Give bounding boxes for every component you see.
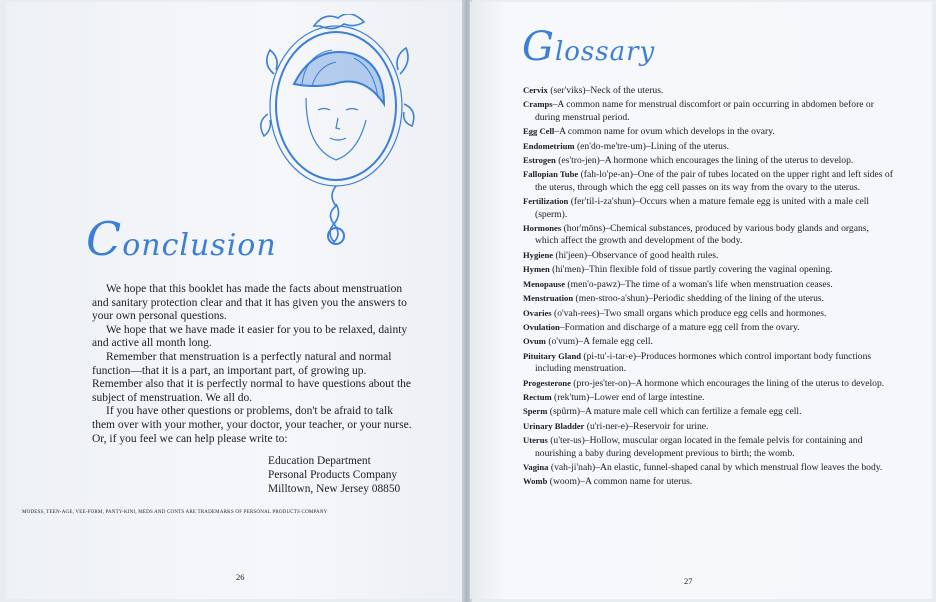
entry-definition: –Periodic shedding of the lining of the uterus. [648, 293, 824, 305]
entry-term: Vagina [523, 461, 549, 472]
entry-definition: –Chemical substances, produced by various body glands and organs, which affect the growth and development of the body. [535, 223, 869, 247]
paragraph: We hope that we have made it easier for you to be relaxed, dainty and active all month long. [92, 323, 408, 350]
entry-definition: –Thin flexible fold of tissue partly covering the vaginal opening. [584, 264, 833, 276]
conclusion-column [22, 283, 452, 515]
glossary-entry [523, 335, 893, 348]
entry-definition: –Lining of the uterus. [645, 140, 730, 152]
entry-pronunciation: (ser'viks) [547, 85, 586, 96]
glossary-entry [523, 461, 893, 474]
entry-pronunciation: (es'tro-jen) [555, 155, 600, 167]
entry-term: Urinary Bladder [523, 420, 585, 431]
entry-definition: –Hollow, muscular organ located in the female pelvis for containing and nourishing a baby during development previous to birth; the womb. [535, 435, 863, 459]
entry-term: Progesterone [523, 377, 571, 388]
trademark-note: MODESS, TEEN-AGE, VEE-FORM, PANTY-KINI, MEDS AND CONTS ARE TRADEMARKS OF PERSONAL PRODUCTS COMPANY [22, 510, 328, 516]
glossary-entry [523, 434, 893, 460]
glossary-entry [523, 140, 893, 153]
entry-pronunciation: (vah-ji'nah) [548, 461, 596, 473]
entry-term: Egg Cell [523, 126, 555, 137]
entry-term: Endometrium [523, 140, 575, 151]
glossary-entry [523, 84, 893, 97]
entry-pronunciation: (fer'til-i-za'shun) [568, 196, 635, 208]
entry-term: Estrogen [523, 155, 556, 166]
glossary-entry [523, 377, 893, 390]
entry-definition: –Lower end of large intestine. [589, 391, 705, 403]
glossary-entry [523, 195, 893, 221]
entry-term: Pituitary Gland [523, 350, 582, 361]
entry-term: Uterus [523, 435, 548, 446]
entry-definition: –Produces hormones which control important body functions including menstruation. [535, 350, 872, 375]
glossary-entry [523, 278, 893, 291]
entry-term: Sperm [523, 406, 548, 417]
entry-term: Hormones [523, 223, 562, 234]
heading-initial: C [86, 212, 123, 266]
entry-pronunciation: (hor'mōns) [561, 223, 606, 235]
mailing-address [268, 454, 452, 496]
heading-rest: onclusion [122, 228, 277, 263]
entry-pronunciation: (men'o-pawz) [565, 278, 621, 290]
entry-definition: –A hormone which encourages the lining of the uterus to develop. [599, 155, 854, 167]
glossary-entry [523, 321, 893, 334]
glossary-entry [523, 249, 893, 262]
entry-pronunciation: (o'vum) [545, 336, 579, 348]
entry-definition: –A common name for uterus. [580, 476, 693, 488]
entry-term: Menopause [523, 278, 566, 289]
glossary-entry [523, 292, 893, 305]
glossary-entry [523, 405, 893, 418]
paragraph: If you have other questions or problems, don't be afraid to talk them over with your mother, your doctor, your teacher, or your nurse. Or, if you feel we can help please write to: [92, 405, 412, 445]
entry-term: Fertilization [523, 196, 569, 207]
conclusion-body [92, 283, 416, 446]
entry-definition: –The time of a woman's life when menstruation ceases. [620, 278, 833, 290]
entry-definition: –An elastic, funnel-shaped canal by which menstrual flow leaves the body. [595, 461, 883, 473]
paragraph: Remember that menstruation is a perfectly natural and normal function—that it is a part, an important part, of growing up. Remember also that it is perfectly normal to have questions about the subject of menstruation. We all do. [92, 350, 412, 404]
entry-definition: –A hormone which encourages the lining of the uterus to develop. [630, 377, 885, 389]
entry-pronunciation: (o'vah-rees) [551, 307, 600, 319]
entry-pronunciation: (pro-jes'ter-on) [570, 377, 631, 389]
entry-definition: –A common name for menstrual discomfort or pain occurring in abdomen before or during menstrual period. [535, 99, 874, 123]
heading-rest: lossary [554, 37, 656, 67]
entry-pronunciation: (hi'jeen) [553, 249, 588, 261]
page-number: 26 [236, 572, 245, 582]
entry-definition: –Observance of good health rules. [587, 249, 719, 261]
entry-definition: –Neck of the uterus. [585, 85, 664, 96]
entry-pronunciation: (hi'men) [549, 264, 585, 276]
entry-definition: –Occurs when a mature female egg is united with a male cell (sperm). [535, 196, 870, 220]
glossary-entry [523, 475, 893, 488]
conclusion-heading [86, 212, 277, 266]
entry-term: Rectum [523, 391, 552, 402]
entry-definition: –One of the pair of tubes located on the upper right and left sides of the uterus, through which the egg cell passes on its way from the ovary to the uterus. [535, 169, 893, 193]
entry-pronunciation: (fah-lo'pe-an) [578, 169, 633, 181]
left-page [6, 2, 464, 599]
entry-term: Ovaries [523, 307, 552, 318]
glossary-heading [522, 24, 655, 70]
glossary-entry [523, 350, 893, 376]
entry-term: Womb [523, 476, 548, 487]
glossary-entry [523, 98, 893, 124]
entry-term: Hymen [523, 264, 550, 275]
address-line: Education Department [268, 455, 371, 468]
entry-term: Menstruation [523, 293, 574, 304]
entry-term: Ovulation [523, 321, 560, 332]
entry-definition: –Formation and discharge of a mature egg cell from the ovary. [559, 321, 800, 333]
glossary-entry [523, 222, 893, 248]
entry-pronunciation: (spûrm) [547, 406, 581, 418]
entry-definition: –A female egg cell. [578, 336, 653, 348]
address-line: Milltown, New Jersey 08850 [268, 483, 401, 496]
hand-mirror-illustration [254, 14, 424, 254]
glossary-entry [523, 154, 893, 167]
entry-pronunciation: (pi-tu'-i-tar-e) [581, 350, 637, 362]
entry-pronunciation: (rek'tum) [551, 391, 590, 403]
glossary-list [523, 84, 893, 490]
glossary-entry [523, 125, 893, 138]
glossary-entry [523, 263, 893, 276]
entry-pronunciation: (en'do-me'tre-um) [574, 140, 646, 152]
entry-definition: –A common name for ovum which develops in the ovary. [554, 126, 775, 138]
glossary-entry [523, 307, 893, 320]
page-number: 27 [684, 576, 693, 586]
glossary-entry [523, 420, 893, 433]
right-page [470, 2, 932, 599]
entry-term: Cervix [523, 85, 548, 95]
entry-term: Hygiene [523, 249, 554, 260]
entry-definition: –A mature male cell which can fertilize a female egg cell. [580, 406, 802, 418]
entry-pronunciation: (u'ri-ner-e) [584, 420, 629, 432]
entry-term: Fallopian Tube [523, 169, 579, 180]
entry-pronunciation: (u'ter-us) [547, 435, 585, 447]
glossary-entry [523, 391, 893, 404]
heading-initial: G [522, 24, 555, 70]
paragraph: We hope that this booklet has made the facts about menstruation and sanitary protection clear and that it has given you the answers to your own personal questions. [92, 283, 407, 323]
glossary-entry [523, 168, 893, 194]
entry-pronunciation: (men-stroo-a'shun) [573, 293, 649, 305]
entry-term: Ovum [523, 336, 546, 347]
entry-pronunciation: (woom) [547, 476, 581, 488]
entry-definition: –Two small organs which produce egg cells and hormones. [599, 307, 827, 319]
address-line: Personal Products Company [268, 469, 398, 482]
entry-definition: –Reservoir for urine. [628, 420, 709, 432]
entry-term: Cramps [523, 99, 553, 110]
